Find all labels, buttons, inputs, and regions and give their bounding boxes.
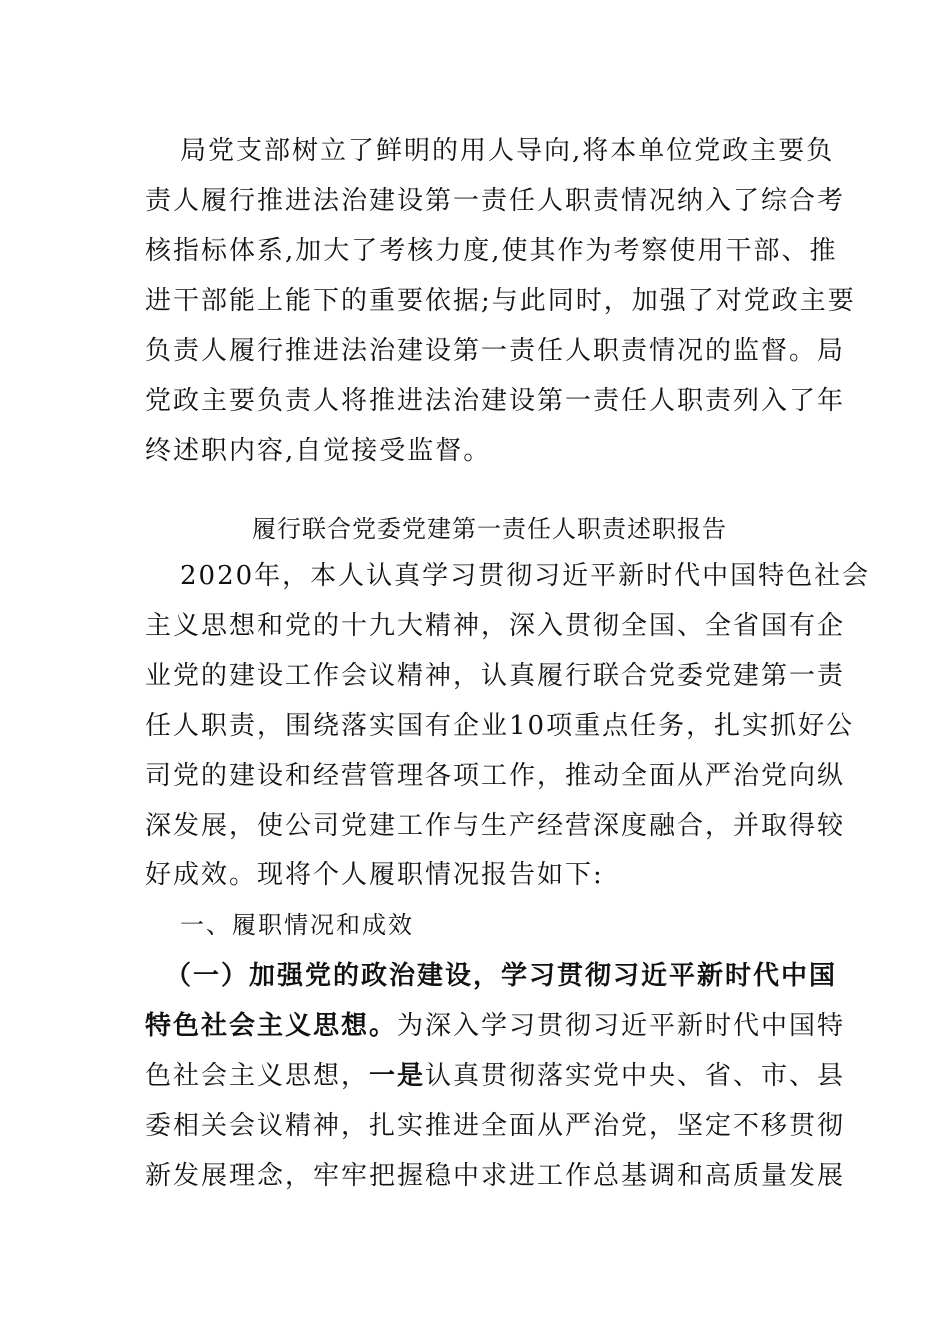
report-title: 履行联合党委党建第一责任人职责述职报告 — [252, 515, 727, 543]
paragraph-line: 任人职责，围绕落实国有企业10项重点任务，扎实抓好公 — [145, 711, 855, 741]
paragraph-line: 负责人履行推进法治建设第一责任人职责情况的监督。局 — [145, 336, 846, 366]
paragraph-line: 核指标体系,加大了考核力度,使其作为考察使用干部、推 — [145, 236, 838, 266]
paragraph-line: 好成效。现将个人履职情况报告如下: — [145, 860, 604, 890]
paragraph-line: 委相关会议精神，扎实推进全面从严治党，坚定不移贯彻 — [145, 1111, 846, 1141]
paragraph-line — [0, 956, 950, 996]
paragraph-line: 进干部能上能下的重要依据;与此同时，加强了对党政主要 — [145, 286, 856, 316]
paragraph-line: 局党支部树立了鲜明的用人导向,将本单位党政主要负 — [180, 136, 835, 166]
bold-heading-text: 特色社会主义思想。 — [145, 1011, 398, 1041]
paragraph-line: 深发展，使公司党建工作与生产经营深度融合，并取得较 — [145, 811, 846, 841]
paragraph-line: 责人履行推进法治建设第一责任人职责情况纳入了综合考 — [145, 186, 846, 216]
paragraph-line: 2020年，本人认真学习贯彻习近平新时代中国特色社会 — [180, 561, 871, 591]
section-heading: 一、履职情况和成效 — [180, 911, 414, 939]
body-text: 为深入学习贯彻习近平新时代中国特 — [397, 1011, 846, 1041]
body-text: 认真贯彻落实党中央、省、市、县 — [425, 1061, 846, 1091]
bold-heading-text: （一）加强党的政治建设，学习贯彻习近平新时代中国 — [165, 961, 838, 991]
paragraph-line: 新发展理念，牢牢把握稳中求进工作总基调和高质量发展 — [145, 1161, 846, 1191]
paragraph-line — [0, 1056, 950, 1096]
bold-keyword: 一是 — [369, 1061, 426, 1091]
paragraph-line: 党政主要负责人将推进法治建设第一责任人职责列入了年 — [145, 386, 846, 416]
body-text: 色社会主义思想， — [145, 1061, 370, 1091]
paragraph-line: 终述职内容,自觉接受监督。 — [145, 436, 492, 466]
paragraph-line: 业党的建设工作会议精神，认真履行联合党委党建第一责 — [145, 661, 846, 691]
paragraph-line — [0, 1006, 950, 1046]
paragraph-line: 主义思想和党的十九大精神，深入贯彻全国、全省国有企 — [145, 611, 846, 641]
paragraph-line: 司党的建设和经营管理各项工作，推动全面从严治党向纵 — [145, 761, 846, 791]
